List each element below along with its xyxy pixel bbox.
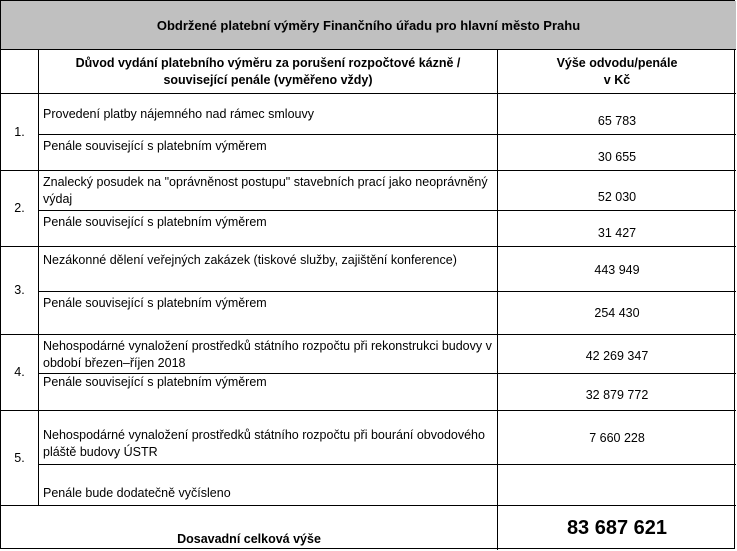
row-penalty-amount: 254 430 [498,292,736,335]
row-penalty-text: Penále související s platebním výměrem [39,292,498,335]
row-penalty-text: Penále bude dodatečně vyčísleno [39,465,498,506]
header-reason: Důvod vydání platebního výměru za porušení rozpočtové kázně / související penále (vyměřeno vždy) [39,50,498,94]
header-amount-line1: Výše odvodu/penále [556,55,678,70]
row-penalty-amount: 30 655 [498,135,736,171]
row-amount: 52 030 [498,171,736,211]
row-reason: Nezákonné dělení veřejných zakázek (tiskové služby, zajištění konference) [39,247,498,292]
row-number: 1. [1,94,39,171]
row-penalty-text: Penále související s platebním výměrem [39,374,498,411]
row-penalty-amount: 31 427 [498,211,736,247]
header-num-cell [1,50,39,94]
row-reason: Znalecký posudek na "oprávněnost postupu" stavebních prací jako neoprávněný výdaj [39,171,498,211]
row-reason: Provedení platby nájemného nad rámec smlouvy [39,94,498,135]
total-label: Dosavadní celková výše [1,506,498,550]
row-amount: 7 660 228 [498,411,736,465]
row-amount: 443 949 [498,247,736,292]
header-amount [498,50,736,94]
row-reason: Nehospodárné vynaložení prostředků státního rozpočtu při rekonstrukci budovy v období březen–říjen 2018 [39,335,498,374]
row-number: 5. [1,411,39,506]
row-number: 3. [1,247,39,335]
row-number: 2. [1,171,39,247]
header-amount-line2: v Kč [603,72,631,87]
row-penalty-text: Penále související s platebním výměrem [39,211,498,247]
row-penalty-amount: 32 879 772 [498,374,736,411]
row-number: 4. [1,335,39,411]
row-penalty-amount [498,465,736,506]
row-penalty-text: Penále související s platebním výměrem [39,135,498,171]
total-value: 83 687 621 [566,516,668,539]
row-reason: Nehospodárné vynaložení prostředků státního rozpočtu při bourání obvodového pláště budovy ÚSTR [39,411,498,465]
row-amount: 42 269 347 [498,335,736,374]
table-title: Obdržené platební výměry Finančního úřadu pro hlavní město Prahu [1,1,736,50]
row-amount: 65 783 [498,94,736,135]
